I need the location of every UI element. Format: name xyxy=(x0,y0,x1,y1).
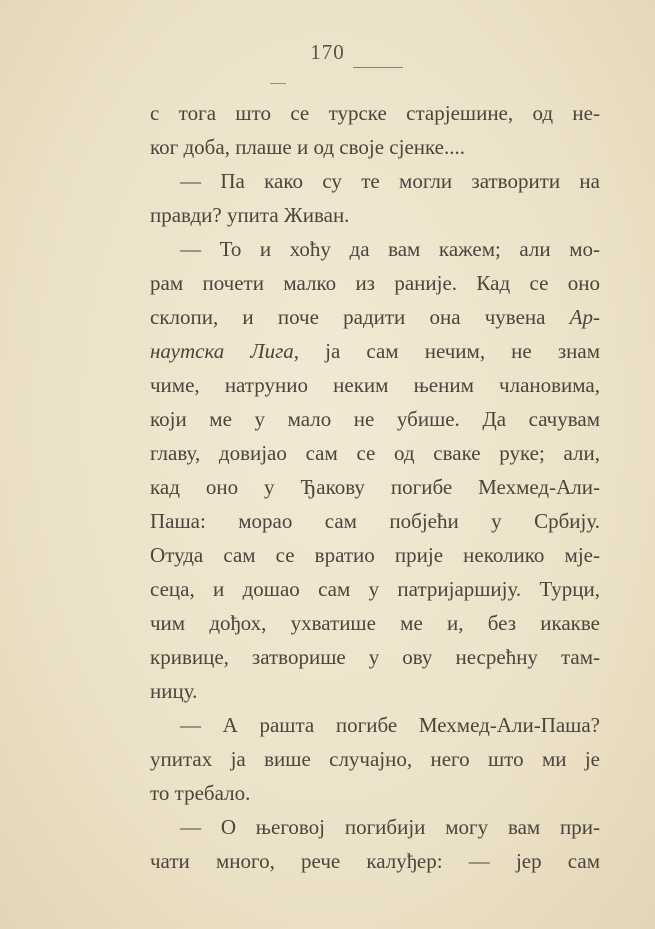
text-line: главу, довијао сам се од сваке руке; али, xyxy=(150,441,600,465)
text-line: то требало. xyxy=(150,781,251,805)
text-line: ког доба, плаше и од своје сјенке.... xyxy=(150,135,465,159)
text-line: правди? упита Живан. xyxy=(150,203,350,227)
text-line: — То и хоћу да вам кажем; али мо- xyxy=(180,237,600,261)
text-line: Отуда сам се вратио прије неколико мје- xyxy=(150,543,600,567)
text-line: чим дођох, ухватише ме и, без икакве xyxy=(150,611,600,635)
text-line: упитах ја више случајно, него што ми је xyxy=(150,747,600,771)
text-line: ницу. xyxy=(150,679,198,703)
page-number-rule xyxy=(353,67,403,68)
italic-term: наутска Лига xyxy=(150,339,294,363)
text-line: чати много, рече калуђер: — јер сам xyxy=(150,849,600,873)
body-text xyxy=(150,96,600,878)
text-line: — А рашта погибе Мехмед-Али-Паша? xyxy=(180,713,600,737)
text-line: с тога што се турске старјешине, од не- xyxy=(150,101,600,125)
text-line: наутска Лига, ја сам нечим, не знам xyxy=(150,339,600,363)
text-line: кривице, затворише у ову несрећну там- xyxy=(150,645,600,669)
text-line: — Па како су те могли затворити на xyxy=(180,169,600,193)
text-line: Паша: морао сам побјећи у Србију. xyxy=(150,509,600,533)
text-line: кад оно у Ђакову погибе Мехмед-Али- xyxy=(150,475,600,499)
text-line: склопи, и поче радити она чувена Ар- xyxy=(150,305,600,329)
page-number: 170 xyxy=(310,40,345,64)
text-line: рам почети малко из раније. Кад се оно xyxy=(150,271,600,295)
text-line: — О његовој погибији могу вам при- xyxy=(180,815,600,839)
header-mark xyxy=(270,83,286,84)
italic-term: Ар- xyxy=(569,305,600,329)
text-line: који ме у мало не убише. Да сачувам xyxy=(150,407,600,431)
text-line: сеца, и дошао сам у патријаршију. Турци, xyxy=(150,577,600,601)
text-line: чиме, натрунио неким њеним члановима, xyxy=(150,373,600,397)
